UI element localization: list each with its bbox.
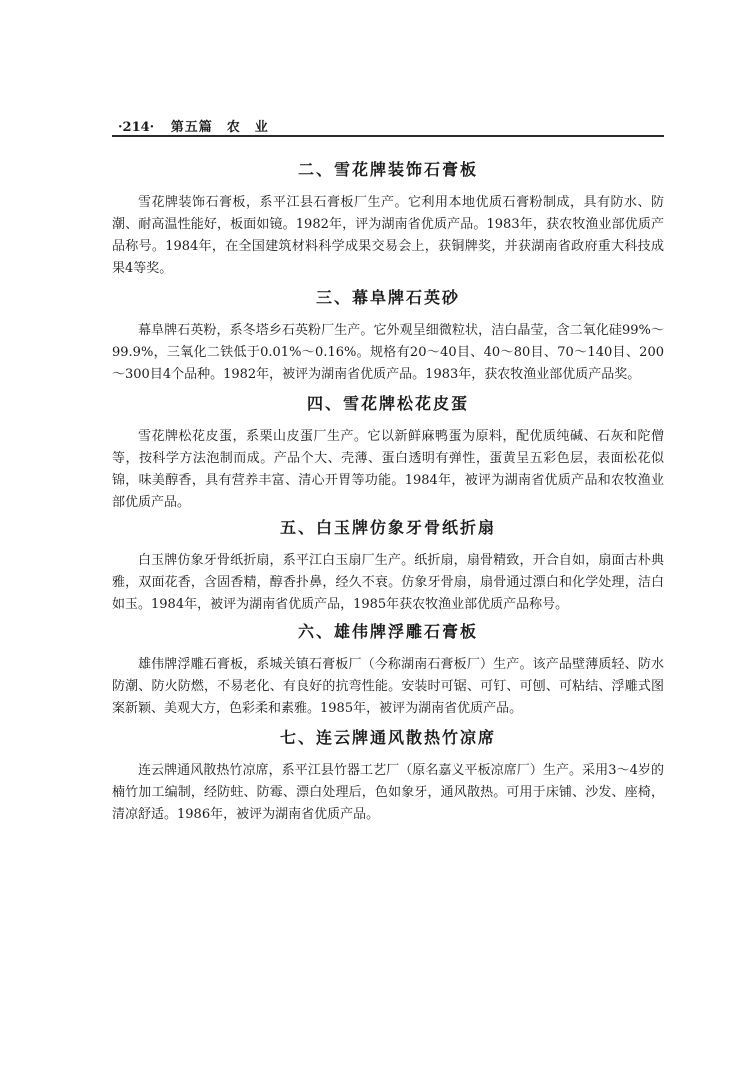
section-heading: 三、幕阜牌石英砂: [315, 288, 460, 307]
product-section: [112, 620, 664, 720]
section-title: 第五篇 农 业: [170, 120, 269, 135]
section-body: 雪花牌松花皮蛋，系栗山皮蛋厂生产。它以新鲜麻鸭蛋为原料，配优质纯碱、石灰和陀僧等，按科学方法泡制而成。产品个大、壳薄、蛋白透明有弹性，蛋黄呈五彩色层，表面松花似锦，味美醇香，具有营养丰富、清心开胃等功能。1984年，被评为湖南省优质产品和农牧渔业部优质产品。: [112, 429, 664, 510]
product-section: [112, 516, 664, 616]
section-heading: 二、雪花牌装饰石膏板: [297, 160, 478, 179]
product-section: [112, 392, 664, 514]
section-body: 雪花牌装饰石膏板，系平江县石膏板厂生产。它利用本地优质石膏粉制成，具有防水、防潮、耐高温性能好，板面如镜。1982年，评为湖南省优质产品。1983年，获农牧渔业部优质产品称号。1984年，在全国建筑材料科学成果交易会上，获铜牌奖，并获湖南省政府重大科技成果4等奖。: [112, 195, 664, 276]
page-number: ·214·: [118, 120, 155, 135]
page-header: [118, 116, 663, 135]
product-section: [112, 286, 664, 386]
section-heading: 五、白玉牌仿象牙骨纸折扇: [279, 518, 496, 537]
product-section: [112, 726, 664, 826]
section-heading: 七、连云牌通风散热竹凉席: [279, 728, 496, 747]
section-body: 连云牌通风散热竹凉席，系平江县竹器工艺厂（原名嘉义平板凉席厂）生产。采用3～4岁的楠竹加工编制，经防蛀、防霉、漂白处理后，色如象牙，通风散热。可用于床铺、沙发、座椅，清凉舒适。1986年，被评为湖南省优质产品。: [112, 763, 664, 822]
section-body: 雄伟牌浮雕石膏板，系城关镇石膏板厂（今称湖南石膏板厂）生产。该产品壁薄质轻、防水防潮、防火防燃，不易老化、有良好的抗弯性能。安装时可锯、可钉、可刨、可粘结、浮雕式图案新颖、美观大方，色彩柔和素雅。1985年，被评为湖南省优质产品。: [112, 657, 664, 716]
section-body: 白玉牌仿象牙骨纸折扇，系平江白玉扇厂生产。纸折扇，扇骨精致，开合自如，扇面古朴典雅，双面花香，含固香精，醇香扑鼻，经久不衰。仿象牙骨扇，扇骨通过漂白和化学处理，洁白如玉。1984年，被评为湖南省优质产品，1985年获农牧渔业部优质产品称号。: [112, 553, 664, 612]
section-heading: 四、雪花牌松花皮蛋: [306, 394, 469, 413]
header-rule: [112, 135, 664, 137]
product-section: [112, 158, 664, 280]
section-heading: 六、雄伟牌浮雕石膏板: [297, 622, 478, 641]
section-body: 幕阜牌石英粉，系冬塔乡石英粉厂生产。它外观呈细微粒状，洁白晶莹，含二氧化硅99%～99.9%，三氧化二铁低于0.01%～0.16%。规格有20～40目、40～80目、70～140目、200～300目4个品种。1982年，被评为湖南省优质产品。1983年，获农牧渔业部优质产品奖。: [112, 323, 664, 382]
